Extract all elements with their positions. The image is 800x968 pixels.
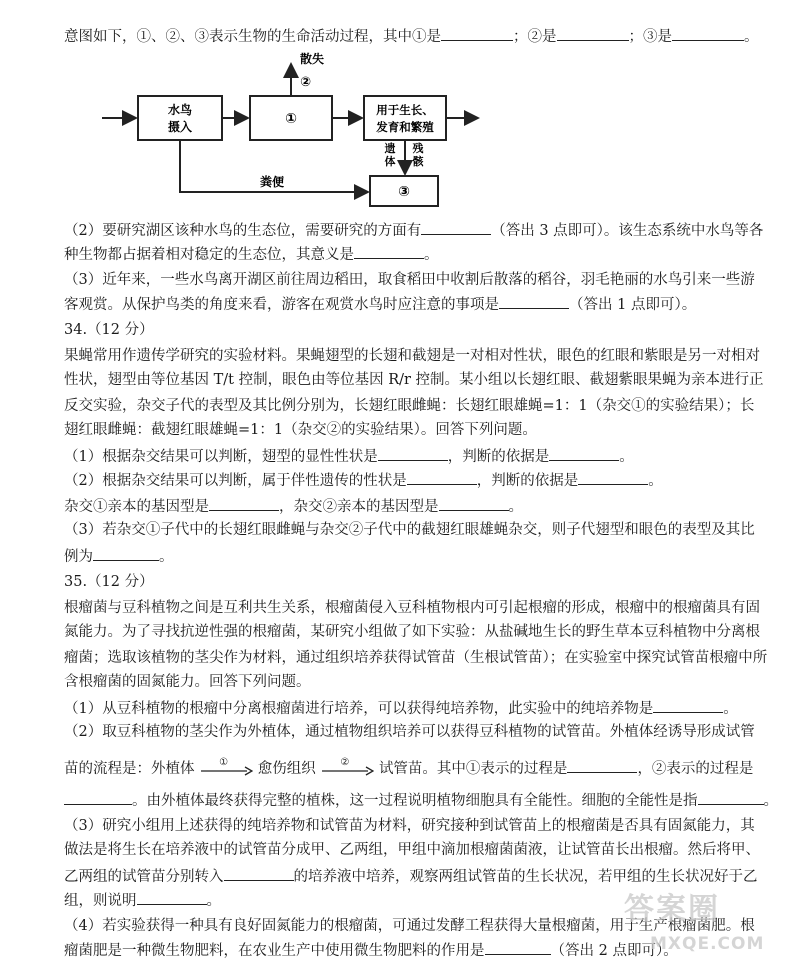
- label-remains-b: 体: [384, 155, 396, 168]
- answer-blank: [499, 294, 569, 309]
- answer-blank: [672, 26, 744, 41]
- answer-blank: [137, 890, 207, 905]
- q33-p2-line2: 种生物都占据着相对稳定的生态位，其意义是 。: [64, 244, 439, 265]
- q34-q3-line1: （3）若杂交①子代中的长翅红眼雌蝇与杂交②子代中的截翅红眼雄蝇杂交，则子代翅型和眼色的表型及其比: [64, 522, 755, 538]
- watermark-url: MXQE.COM: [650, 934, 765, 954]
- q35-intro-line: 根瘤菌与豆科植物之间是互利共生关系，根瘤菌侵入豆科植物根内可引起根瘤的形成，根瘤中的根瘤菌具有固: [64, 600, 760, 616]
- answer-blank: [698, 790, 764, 805]
- answer-blank: [578, 470, 648, 485]
- q34-intro-line: 果蝇常用作遗传学研究的实验材料。果蝇翅型的长翅和截翅是一对相对性状，眼色的红眼和紫眼是另一对相对: [64, 348, 760, 364]
- answer-blank: [567, 758, 637, 773]
- q34-q2-genotypes: 杂交①亲本的基因型是 ，杂交②亲本的基因型是 。: [64, 496, 523, 517]
- label-process-2: ②: [300, 75, 312, 90]
- q34-q2: （2）根据杂交结果可以判断，属于伴性遗传的性状是 ，判断的依据是 。: [64, 470, 663, 491]
- flow-arrow-step1: ①: [199, 761, 253, 777]
- q35-intro-line: 氮能力。为了寻找抗逆性强的根瘤菌，某研究小组做了如下实验：从盐碱地生长的野生草本豆科植物中分离根: [64, 624, 760, 640]
- q35-q2-line1: （2）取豆科植物的茎尖作为外植体，通过植物组织培养可以获得豆科植物的试管苗。外植体经诱导形成试管: [64, 724, 755, 740]
- answer-blank: [439, 496, 509, 511]
- box-bird-intake-line2: 摄入: [167, 120, 193, 134]
- answer-blank: [557, 26, 629, 41]
- label-loss: 散失: [300, 52, 325, 66]
- answer-blank: [354, 244, 424, 259]
- box-process-3-label: ③: [398, 184, 410, 200]
- right-arrow-icon: [199, 763, 253, 779]
- answer-blank: [378, 446, 448, 461]
- answer-blank: [209, 496, 279, 511]
- answer-blank: [549, 446, 619, 461]
- q35-q2-flow: 苗的流程是：外植体 ① 愈伤组织 ② 试管苗。其中①表示的过程是 ，②表示的过程是: [64, 757, 754, 777]
- box-growth-line1: 用于生长、: [376, 103, 434, 117]
- q34-intro-line: 翅红眼雌蝇：截翅红眼雄蝇=1：1（杂交②的实验结果）。回答下列问题。: [64, 422, 537, 438]
- answer-blank: [441, 26, 513, 41]
- q33-p2-line1: （2）要研究湖区该种水鸟的生态位，需要研究的方面有 （答出 3 点即可）。该生态系统中水鸟等各: [64, 220, 763, 241]
- answer-blank: [64, 790, 132, 805]
- q34-intro-line: 反交实验，杂交子代的表型及其比例分别为，长翅红眼雌蝇：长翅红眼雄蝇=1：1（杂交①的实验结果）；长: [64, 398, 755, 414]
- q35-q3-line1: （3）研究小组用上述获得的纯培养物和试管苗为材料，研究接种到试管苗上的根瘤菌是否具有固氮能力，其: [64, 818, 755, 834]
- q35-q2-line3: 。由外植体最终获得完整的植株，这一过程说明植物细胞具有全能性。细胞的全能性是指 。: [64, 790, 778, 811]
- answer-blank: [485, 940, 551, 955]
- box-growth-line2: 发育和繁殖: [376, 120, 434, 134]
- intro-line: 意图如下，①、②、③表示生物的生命活动过程，其中①是 ；②是 ；③是 。: [64, 26, 759, 47]
- q35-header: 35.（12 分）: [64, 574, 154, 590]
- label-remains-a: 遗: [384, 142, 396, 155]
- answer-blank: [653, 698, 723, 713]
- flow-arrow-step2: ②: [320, 761, 374, 777]
- answer-blank: [224, 866, 294, 881]
- q33-p3-line1: （3）近年来，一些水鸟离开湖区前往周边稻田，取食稻田中收割后散落的稻谷，羽毛艳丽的水鸟引来一些游: [64, 272, 755, 288]
- box-bird-intake-line1: 水鸟: [167, 103, 193, 117]
- label-remains-c: 残: [412, 142, 424, 155]
- box-process-1-label: ①: [285, 111, 297, 127]
- answer-blank: [407, 470, 477, 485]
- q33-p3-line2: 客观赏。从保护鸟类的角度来看，游客在观赏水鸟时应注意的事项是 （答出 1 点即可）。: [64, 294, 696, 315]
- right-arrow-icon: [320, 763, 374, 779]
- q34-header: 34.（12 分）: [64, 322, 154, 338]
- q35-q4-line1: （4）若实验获得一种具有良好固氮能力的根瘤菌，可通过发酵工程获得大量根瘤菌，用于生产根瘤菌肥。根: [64, 918, 755, 934]
- answer-blank: [421, 220, 491, 235]
- q35-q3-line4: 组，则说明 。: [64, 890, 221, 911]
- q35-intro-line: 瘤菌；选取该植物的茎尖作为材料，通过组织培养获得试管苗（生根试管苗）；在实验室中探究试管苗根瘤中所: [64, 650, 768, 666]
- q35-q1: （1）从豆科植物的根瘤中分离根瘤菌进行培养，可以获得纯培养物，此实验中的纯培养物是 。: [64, 698, 738, 719]
- label-feces: 粪便: [260, 175, 285, 189]
- q34-q1: （1）根据杂交结果可以判断，翅型的显性性状是 ，判断的依据是 。: [64, 446, 634, 467]
- q35-q4-line2: 瘤菌肥是一种微生物肥料，在农业生产中使用微生物肥料的作用是 （答出 2 点即可）。: [64, 940, 678, 961]
- q34-intro-line: 性状，翅型由等位基因 T/t 控制，眼色由等位基因 R/r 控制。某小组以长翅红眼、截翅紫眼果蝇为亲本进行正: [64, 372, 764, 388]
- q35-q3-line3: 乙两组的试管苗分别转入 的培养液中培养，观察两组试管苗的生长状况，若甲组的生长状况好于乙: [64, 866, 758, 887]
- answer-blank: [93, 546, 159, 561]
- q35-q3-line2: 做法是将生长在培养液中的试管苗分成甲、乙两组，甲组中滴加根瘤菌菌液，让试管苗长出根瘤。然后将甲、: [64, 842, 760, 858]
- q34-q3-line2: 例为 。: [64, 546, 174, 567]
- label-remains-d: 骸: [412, 155, 424, 168]
- q35-intro-line: 含根瘤菌的固氮能力。回答下列问题。: [64, 674, 311, 690]
- watermark-logo: 答案圈: [624, 892, 720, 927]
- energy-flow-diagram: [100, 52, 490, 210]
